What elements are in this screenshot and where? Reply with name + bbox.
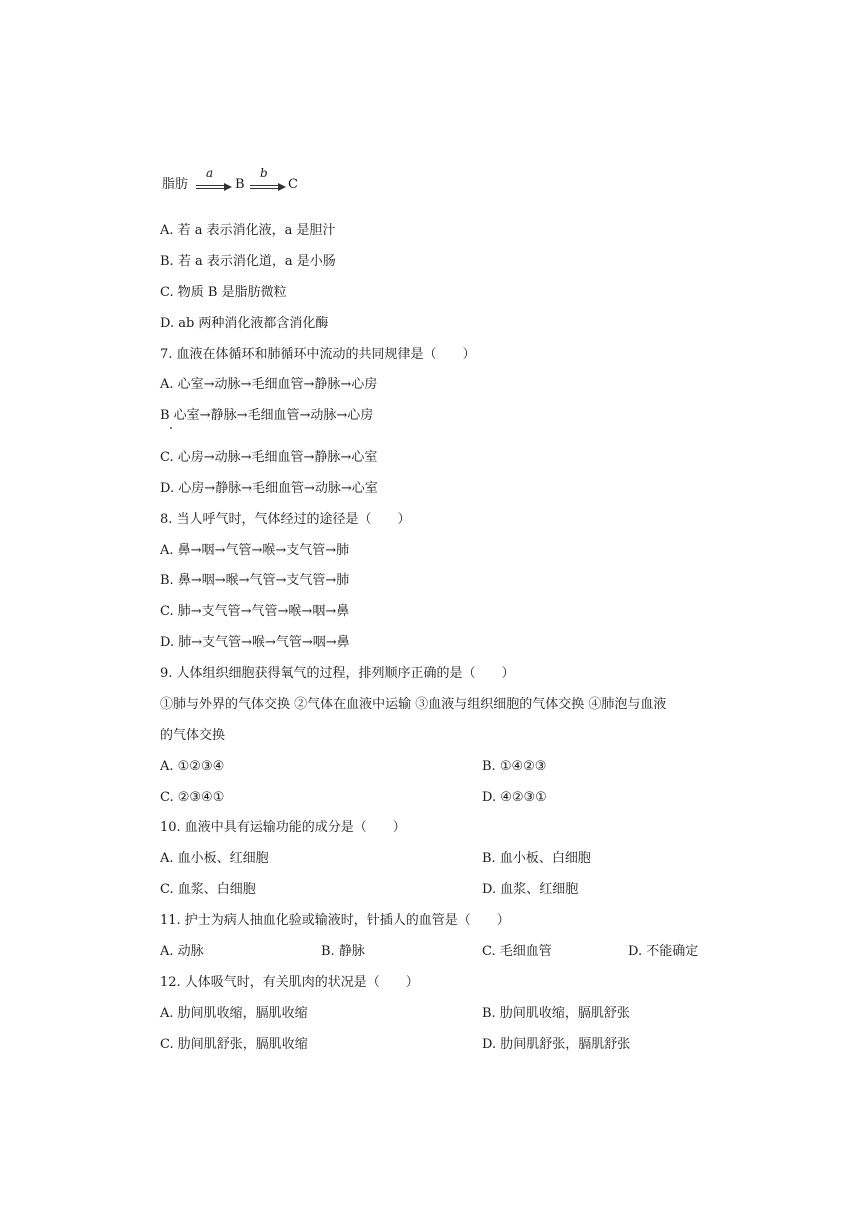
- q6-option-a: A. 若 a 表示消化液，a 是胆汁: [160, 223, 336, 238]
- diagram-middle-label: B: [235, 177, 245, 192]
- q8-option-b: B. 鼻→咽→喉→气管→支气管→肺: [160, 573, 350, 588]
- q9-option-d: D. ④②③①: [482, 790, 547, 805]
- q7-option-b: B 心室→静脉→毛细血管→动脉→心房: [160, 408, 374, 423]
- q10-option-a: A. 血小板、红细胞: [160, 851, 269, 866]
- q11-option-b: B. 静脉: [321, 944, 365, 959]
- q10-option-c: C. 血浆、白细胞: [160, 882, 256, 897]
- q9-stem: 9. 人体组织细胞获得氧气的过程，排列顺序正确的是（ ）: [160, 666, 515, 681]
- q10-stem: 10. 血液中具有运输功能的成分是（ ）: [160, 820, 406, 835]
- q6-option-d: D. ab 两种消化液都含消化酶: [160, 316, 329, 331]
- q12-option-a: A. 肋间肌收缩，膈肌收缩: [160, 1006, 308, 1021]
- q9-detail-line2: 的气体交换: [160, 728, 226, 743]
- q7-option-d: D. 心房→静脉→毛细血管→动脉→心室: [160, 481, 378, 496]
- q8-option-c: C. 肺→支气管→气管→喉→咽→鼻: [160, 604, 350, 619]
- q11-stem: 11. 护士为病人抽血化验或输液时，针插人的血管是（ ）: [160, 913, 510, 928]
- q9-option-a: A. ①②③④: [160, 759, 225, 774]
- q7-stem: 7. 血液在体循环和肺循环中流动的共同规律是（ ）: [160, 347, 476, 362]
- stray-mark: [170, 427, 172, 429]
- q11-option-a: A. 动脉: [160, 944, 204, 959]
- q9-option-c: C. ②③④①: [160, 790, 225, 805]
- q6-option-c: C. 物质 B 是脂肪微粒: [160, 285, 287, 300]
- diagram-arrow-b-label: b: [260, 166, 268, 180]
- digestion-diagram: [162, 166, 332, 196]
- q10-option-b: B. 血小板、白细胞: [482, 851, 591, 866]
- q12-option-c: C. 肋间肌舒张，膈肌收缩: [160, 1037, 308, 1052]
- diagram-start-label: 脂肪: [162, 177, 189, 192]
- q12-option-b: B. 肋间肌收缩，膈肌舒张: [482, 1006, 630, 1021]
- q8-option-a: A. 鼻→咽→气管→喉→支气管→肺: [160, 543, 350, 558]
- q11-option-d: D. 不能确定: [628, 944, 699, 959]
- q7-option-a: A. 心室→动脉→毛细血管→静脉→心房: [160, 377, 378, 392]
- q7-option-c: C. 心房→动脉→毛细血管→静脉→心室: [160, 450, 378, 465]
- diagram-end-label: C: [288, 177, 298, 192]
- q10-option-d: D. 血浆、红细胞: [482, 882, 579, 897]
- q12-option-d: D. 肋间肌舒张，膈肌舒张: [482, 1037, 631, 1052]
- diagram-arrow-a-label: a: [206, 166, 214, 180]
- q9-option-b: B. ①④②③: [482, 759, 547, 774]
- arrow-right-icon: [250, 183, 286, 191]
- q6-option-b: B. 若 a 表示消化道，a 是小肠: [160, 254, 336, 269]
- q8-stem: 8. 当人呼气时，气体经过的途径是（ ）: [160, 512, 411, 527]
- arrow-right-icon: [196, 183, 232, 191]
- q9-detail-line1: ①肺与外界的气体交换 ②气体在血液中运输 ③血液与组织细胞的气体交换 ④肺泡与血液: [160, 697, 667, 712]
- q8-option-d: D. 肺→支气管→喉→气管→咽→鼻: [160, 635, 350, 650]
- q12-stem: 12. 人体吸气时，有关肌肉的状况是（ ）: [160, 975, 419, 990]
- q11-option-c: C. 毛细血管: [482, 944, 552, 959]
